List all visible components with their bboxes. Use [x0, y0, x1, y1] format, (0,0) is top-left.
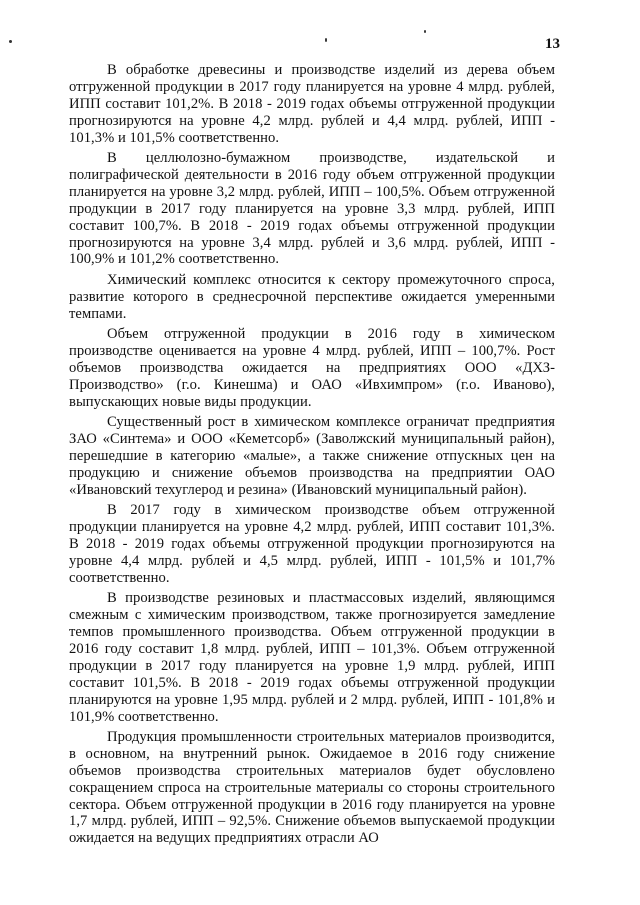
scan-speck	[424, 30, 426, 33]
scan-speck	[9, 40, 12, 43]
paragraph-chemical-constraints: Существенный рост в химическом комплексе ограничат предприятия ЗАО «Синтема» и ООО «Кеметсорб» (Заволжский муниципальный район), перешедшие в категорию «малые», а также снижение отпускных цен на продукцию и снижение объемов производства на предприятии ОАО «Ивановский техуглерод и резина» (Ивановский муниципальный район).	[69, 414, 555, 498]
page-number: 13	[545, 36, 560, 52]
paragraph-rubber-plastics: В производстве резиновых и пластмассовых изделий, являющимся смежным с химическим производством, также прогнозируется замедление темпов промышленного производства. Объем отгруженной продукции в 2016 году составит 1,8 млрд. рублей, ИПП – 101,3%. Объем отгруженной продукции в 2017 году планируется на уровне 1,9 млрд. рублей, ИПП составит 101,5%. В 2018 - 2019 годах объемы отгруженной продукции планируются на уровне 1,95 млрд. рублей и 2 млрд. рублей, ИПП - 101,8% и 101,9% соответственно.	[69, 590, 555, 725]
paragraph-pulp-paper: В целлюлозно-бумажном производстве, издательской и полиграфической деятельности в 2016 году объем отгруженной продукции планируется на уровне 3,2 млрд. рублей, ИПП – 100,5%. Объем отгруженной продукции в 2017 году планируется на уровне 3,3 млрд. рублей, ИПП составит 100,7%. В 2018 - 2019 годах объемы отгруженной продукции прогнозируются на уровне 3,4 млрд. рублей и 3,6 млрд. рублей, ИПП - 100,9% и 101,2% соответственно.	[69, 150, 555, 268]
scan-speck	[325, 38, 327, 42]
paragraph-wood-processing: В обработке древесины и производстве изделий из дерева объем отгруженной продукции в 2017 году планируется на уровне 4 млрд. рублей, ИПП составит 101,2%. В 2018 - 2019 годах объемы отгруженной продукции прогнозируются на уровне 4,2 млрд. рублей и 4,4 млрд. рублей, ИПП - 101,3% и 101,5% соответственно.	[69, 62, 555, 146]
paragraph-chemical-2016: Объем отгруженной продукции в 2016 году в химическом производстве оценивается на уровне 4 млрд. рублей, ИПП – 100,7%. Рост объемов производства ожидается на предприятиях ООО «ДХЗ-Производство» (г.о. Кинешма) и ОАО «Ивхимпром» (г.о. Иваново), выпускающих новые виды продукции.	[69, 326, 555, 410]
document-body	[69, 62, 555, 851]
paragraph-chemical-forecast: В 2017 году в химическом производстве объем отгруженной продукции планируется на уровне 4,2 млрд. рублей, ИПП составит 101,3%. В 2018 - 2019 годах объемы отгруженной продукции прогнозируются на уровне 4,4 млрд. рублей и 4,5 млрд. рублей, ИПП - 101,5% и 101,7% соответственно.	[69, 502, 555, 586]
paragraph-chemical-complex: Химический комплекс относится к сектору промежуточного спроса, развитие которого в среднесрочной перспективе ожидается умеренными темпами.	[69, 271, 555, 322]
paragraph-building-materials: Продукция промышленности строительных материалов производится, в основном, на внутренний рынок. Ожидаемое в 2016 году снижение объемов производства строительных материалов будет обусловлено сокращением спроса на строительные материалы со стороны строительного сектора. Объем отгруженной продукции в 2016 году планируется на уровне 1,7 млрд. рублей, ИПП – 92,5%. Снижение объемов выпускаемой продукции ожидается на ведущих предприятиях отрасли АО	[69, 728, 555, 847]
